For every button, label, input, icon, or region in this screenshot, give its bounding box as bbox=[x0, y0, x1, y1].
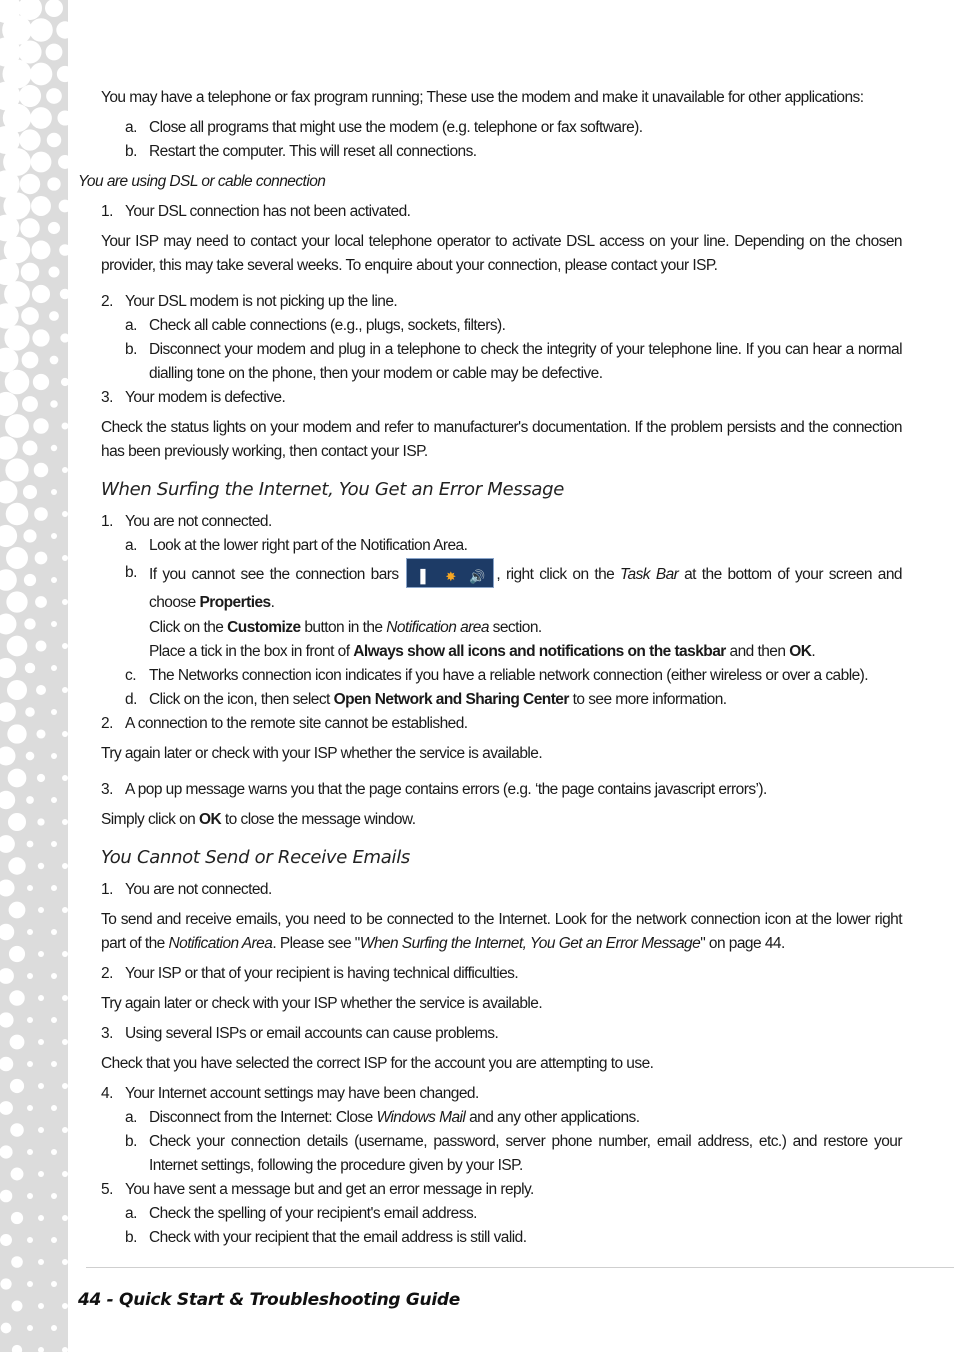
dot bbox=[38, 1083, 44, 1089]
list-item: 2. Your ISP or that of your recipient is having technical difficulties. bbox=[101, 965, 519, 982]
dot bbox=[25, 663, 35, 673]
tray-bar-image bbox=[406, 558, 494, 588]
dot bbox=[27, 1281, 33, 1287]
list-item: a. Check all cable connections (e.g., plugs, sockets, filters). bbox=[125, 317, 506, 334]
dot bbox=[4, 281, 30, 307]
paragraph: To send and receive emails, you need to be connected to the Internet. Look for the network connection icon at the lower right part of the Notification Area. Please see "When Surfing the Internet, You Get an Error Message" on page 44. bbox=[101, 911, 902, 952]
dot bbox=[8, 769, 27, 788]
dot bbox=[38, 995, 44, 1001]
dot bbox=[62, 555, 68, 561]
paragraph: Check the status lights on your modem and refer to manufacturer's documentation. If the problem persists and the connection has been previously working, then contact your ISP. bbox=[101, 419, 902, 460]
dot bbox=[51, 841, 57, 847]
dot bbox=[6, 503, 29, 526]
dot bbox=[62, 1171, 68, 1177]
dot bbox=[62, 951, 68, 957]
dot bbox=[7, 680, 27, 700]
dot bbox=[10, 1035, 25, 1050]
dot bbox=[5, 370, 30, 395]
dot bbox=[21, 307, 39, 325]
dot bbox=[36, 641, 47, 652]
dot bbox=[18, 40, 41, 63]
dot bbox=[47, 133, 62, 148]
dot bbox=[48, 266, 59, 277]
dot bbox=[46, 44, 63, 61]
dot bbox=[50, 400, 58, 408]
dot bbox=[62, 1127, 68, 1133]
dot bbox=[0, 525, 17, 547]
list-item: 5. You have sent a message but and get an error message in reply. bbox=[101, 1181, 534, 1198]
dot bbox=[62, 995, 68, 1001]
dot bbox=[20, 218, 39, 237]
page-footer: 44 - Quick Start & Troubleshooting Guide bbox=[78, 1290, 460, 1310]
dot bbox=[51, 1281, 57, 1287]
dot bbox=[51, 1017, 57, 1023]
dot bbox=[0, 924, 14, 940]
dot bbox=[0, 1057, 13, 1072]
dot bbox=[33, 418, 48, 433]
dot bbox=[38, 1303, 44, 1309]
dot bbox=[24, 574, 36, 586]
dot bbox=[27, 929, 33, 935]
dot bbox=[51, 885, 57, 891]
dot bbox=[62, 687, 68, 693]
dot bbox=[51, 929, 57, 935]
dot bbox=[62, 819, 68, 825]
dot bbox=[7, 724, 26, 743]
dot bbox=[22, 396, 38, 412]
dot bbox=[6, 547, 28, 569]
dot bbox=[62, 643, 68, 649]
dot bbox=[51, 1193, 57, 1199]
dot bbox=[48, 222, 60, 234]
flag-icon: ✸ bbox=[445, 570, 456, 585]
dot bbox=[27, 1061, 33, 1067]
list-item: 3. Your modem is defective. bbox=[101, 389, 286, 406]
dot bbox=[26, 752, 35, 761]
dot bbox=[23, 485, 37, 499]
dot bbox=[0, 436, 18, 460]
dot bbox=[9, 946, 25, 962]
dot bbox=[51, 577, 57, 583]
list-continuation: Click on the Customize button in the Notification area section. bbox=[149, 619, 542, 636]
list-item: b. Restart the computer. This will reset all connections. bbox=[125, 143, 477, 160]
dot bbox=[8, 813, 26, 831]
list-item: 2. Your DSL modem is not picking up the line. bbox=[101, 293, 398, 310]
dot bbox=[38, 1347, 44, 1352]
section-heading-emails: You Cannot Send or Receive Emails bbox=[101, 847, 410, 868]
dot bbox=[0, 1101, 13, 1115]
dot bbox=[0, 1190, 12, 1203]
dot bbox=[51, 797, 57, 803]
speaker-icon: 🔊 bbox=[469, 570, 486, 585]
dot bbox=[31, 152, 52, 173]
dot bbox=[8, 857, 25, 874]
dot bbox=[0, 1012, 14, 1027]
dot bbox=[29, 18, 53, 42]
list-item: d. Click on the icon, then select Open Network and Sharing Center to see more information. bbox=[125, 691, 727, 708]
dot bbox=[37, 774, 45, 782]
dot bbox=[30, 63, 53, 86]
dot bbox=[38, 1039, 44, 1045]
dot bbox=[0, 303, 19, 328]
dot bbox=[51, 1149, 57, 1155]
dot bbox=[5, 458, 28, 481]
dot bbox=[33, 374, 49, 390]
dot bbox=[21, 263, 40, 282]
dot bbox=[60, 333, 68, 342]
dot bbox=[12, 1345, 22, 1352]
paragraph: Check that you have selected the correct ISP for the account you are attempting to use. bbox=[101, 1055, 654, 1072]
network-bars-icon: ▐ bbox=[415, 570, 425, 585]
dot bbox=[9, 902, 26, 919]
dot bbox=[1, 1323, 12, 1334]
dot bbox=[59, 244, 68, 256]
dot bbox=[62, 907, 68, 913]
dot bbox=[56, 21, 68, 38]
dot bbox=[51, 1061, 57, 1067]
dot bbox=[0, 702, 16, 722]
dot bbox=[62, 1083, 68, 1089]
dot bbox=[35, 596, 47, 608]
dot bbox=[51, 445, 57, 451]
dot bbox=[49, 311, 59, 321]
dot bbox=[0, 968, 14, 984]
dot bbox=[24, 618, 35, 629]
list-item: b. Disconnect your modem and plug in a telephone to check the integrity of your telephone line. If you can hear a normal dialling tone on the phone, then your modem or cable may be defective. bbox=[125, 341, 902, 382]
dot bbox=[31, 240, 50, 259]
dot bbox=[47, 177, 60, 190]
list-item: c. The Networks connection icon indicates if you have a reliable network connection (either wireless or over a cable). bbox=[125, 667, 869, 684]
intro-paragraph: You may have a telephone or fax program running; These use the modem and make it unavailable for other applications: bbox=[101, 89, 864, 106]
dot bbox=[62, 1259, 68, 1265]
dot bbox=[31, 196, 51, 216]
dot bbox=[0, 879, 15, 896]
dot bbox=[25, 707, 35, 717]
dot bbox=[0, 746, 16, 765]
dot bbox=[62, 1215, 68, 1221]
dot bbox=[62, 1039, 68, 1045]
dot bbox=[4, 325, 29, 350]
dot bbox=[20, 174, 40, 194]
dot bbox=[51, 621, 57, 627]
list-item: a. Look at the lower right part of the Notification Area. bbox=[125, 537, 468, 554]
dot bbox=[57, 66, 68, 82]
dot bbox=[30, 107, 52, 129]
dot bbox=[11, 1256, 23, 1268]
dot bbox=[0, 392, 18, 416]
dot bbox=[27, 1149, 33, 1155]
list-item: 3. Using several ISPs or email accounts can cause problems. bbox=[101, 1025, 499, 1042]
dot bbox=[38, 1171, 44, 1177]
dot bbox=[27, 1325, 33, 1331]
dot bbox=[35, 552, 48, 565]
dot bbox=[62, 511, 68, 517]
paragraph: Try again later or check with your ISP whether the service is available. bbox=[101, 995, 543, 1012]
dot bbox=[0, 1145, 13, 1158]
dot bbox=[38, 951, 44, 957]
dot bbox=[62, 731, 68, 737]
paragraph: Try again later or check with your ISP whether the service is available. bbox=[101, 745, 543, 762]
dot bbox=[51, 753, 57, 759]
section-heading-surfing: When Surfing the Internet, You Get an Error Message bbox=[101, 479, 565, 500]
dot bbox=[27, 885, 33, 891]
paragraph: Simply click on OK to close the message window. bbox=[101, 811, 416, 828]
dot bbox=[9, 990, 24, 1005]
dot bbox=[7, 636, 28, 657]
dot bbox=[34, 463, 49, 478]
dot bbox=[12, 1301, 23, 1312]
dot bbox=[27, 1237, 33, 1243]
list-continuation: Place a tick in the box in front of Always show all icons and notifications on the taskbar and then OK. bbox=[149, 643, 816, 660]
dot bbox=[23, 529, 36, 542]
dot bbox=[5, 414, 29, 438]
list-item: 1. You are not connected. bbox=[101, 881, 272, 898]
dot bbox=[62, 775, 68, 781]
dot bbox=[19, 85, 41, 107]
dot bbox=[51, 1105, 57, 1111]
dot bbox=[46, 88, 62, 104]
dot bbox=[0, 835, 15, 853]
dot bbox=[0, 569, 17, 591]
dot bbox=[19, 129, 40, 150]
footer-divider bbox=[86, 1267, 954, 1268]
dot bbox=[0, 1278, 11, 1289]
page-content bbox=[78, 86, 902, 1250]
list-item: 1. Your DSL connection has not been activated. bbox=[101, 203, 411, 220]
list-item: 4. Your Internet account settings may have been changed. bbox=[101, 1085, 479, 1102]
dot bbox=[0, 614, 16, 635]
dot bbox=[51, 1325, 57, 1331]
dot bbox=[38, 1127, 44, 1133]
dot-pattern bbox=[0, 0, 68, 1352]
dot bbox=[51, 709, 57, 715]
dot bbox=[0, 1234, 12, 1246]
dot bbox=[37, 818, 44, 825]
dot bbox=[45, 0, 63, 17]
dot bbox=[50, 356, 59, 365]
dot bbox=[10, 1123, 24, 1137]
dot bbox=[62, 599, 68, 605]
dot bbox=[10, 1079, 24, 1093]
dot bbox=[62, 423, 68, 430]
dot bbox=[36, 685, 46, 695]
dot bbox=[51, 489, 57, 495]
dot bbox=[38, 1215, 44, 1221]
list-item: b. If you cannot see the connection bars ▐ ✸ 🔊 , right click on the Task Bar at the bottom of your screen and choose Properties. bbox=[78, 560, 902, 616]
dot bbox=[62, 863, 68, 869]
dot bbox=[60, 289, 68, 299]
dsl-subheading: You are using DSL or cable connection bbox=[78, 173, 326, 190]
dot bbox=[22, 352, 39, 369]
dot bbox=[62, 467, 68, 473]
dot bbox=[32, 329, 49, 346]
dot bbox=[36, 729, 45, 738]
dot bbox=[59, 200, 68, 213]
list-item: a. Close all programs that might use the modem (e.g. telephone or fax software). bbox=[125, 119, 643, 136]
dot bbox=[58, 155, 68, 169]
dot bbox=[0, 791, 15, 809]
list-item: a. Check the spelling of your recipient's email address. bbox=[125, 1205, 477, 1222]
list-item: 2. A connection to the remote site cannot be established. bbox=[101, 715, 468, 732]
paragraph: Your ISP may need to contact your local telephone operator to activate DSL access on your line. Depending on the chosen provider, this may take several weeks. To enquire about your connection, please contact your ISP. bbox=[101, 233, 902, 274]
list-item: b. Check with your recipient that the email address is still valid. bbox=[125, 1229, 527, 1246]
dot bbox=[61, 378, 68, 386]
dot bbox=[6, 591, 27, 612]
decorative-sidebar bbox=[0, 0, 68, 1352]
dot bbox=[11, 1212, 23, 1224]
dot bbox=[32, 285, 50, 303]
dot bbox=[62, 1347, 68, 1352]
dot bbox=[62, 1303, 68, 1309]
dot bbox=[34, 507, 48, 521]
list-item: 1. You are not connected. bbox=[101, 513, 272, 530]
dot bbox=[27, 841, 34, 848]
dot bbox=[27, 1193, 33, 1199]
dot bbox=[38, 907, 44, 913]
dot bbox=[51, 1237, 57, 1243]
dot bbox=[51, 665, 57, 671]
dot bbox=[11, 1168, 24, 1181]
dot bbox=[51, 533, 57, 539]
dot bbox=[57, 110, 68, 125]
dot bbox=[0, 658, 16, 678]
dot bbox=[38, 1259, 44, 1265]
dot bbox=[0, 348, 18, 373]
dot bbox=[51, 973, 57, 979]
dot bbox=[27, 1017, 33, 1023]
dot bbox=[26, 796, 34, 804]
dot bbox=[23, 441, 38, 456]
dot bbox=[27, 973, 33, 979]
list-item: a. Disconnect from the Internet: Close Windows Mail and any other applications. bbox=[125, 1109, 640, 1126]
dot bbox=[27, 1105, 33, 1111]
dot bbox=[0, 481, 17, 504]
dot bbox=[38, 863, 44, 869]
list-item: 3. A pop up message warns you that the page contains errors (e.g. ‘the page contains javascript errors’). bbox=[101, 781, 767, 798]
list-item: b. Check your connection details (username, password, server phone number, email address, etc.) and restore your Internet settings, following the procedure given by your ISP. bbox=[125, 1133, 902, 1174]
